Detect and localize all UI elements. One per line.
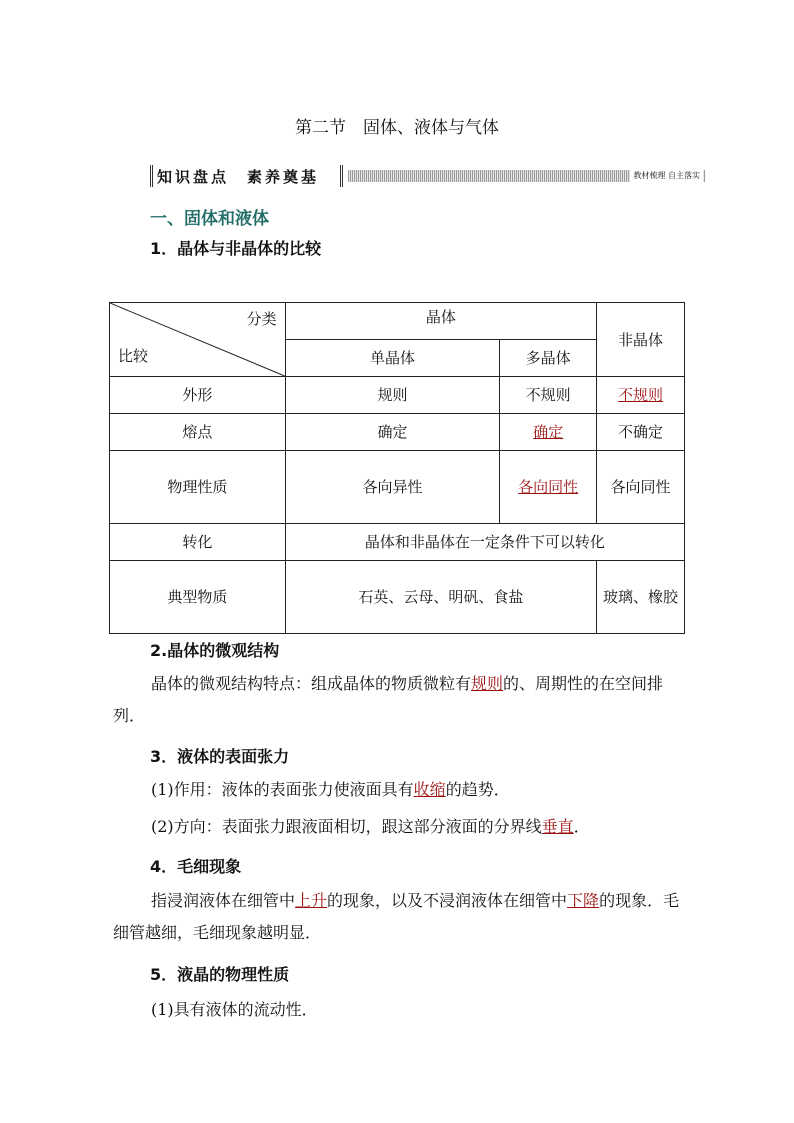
cell-non: 各向同性 bbox=[597, 451, 685, 524]
row-label: 典型物质 bbox=[110, 561, 286, 634]
row-label: 熔点 bbox=[110, 414, 286, 451]
header-noncrystal: 非晶体 bbox=[597, 303, 685, 377]
comparison-table bbox=[109, 302, 685, 634]
answer-blank: 收缩 bbox=[413, 780, 446, 799]
band-tag: 教材梳理 自主落实 bbox=[630, 170, 703, 182]
item-heading-3: 3．液体的表面张力 bbox=[150, 747, 290, 766]
row-label: 转化 bbox=[110, 524, 286, 561]
row-label: 物理性质 bbox=[110, 451, 286, 524]
text: 的现象，以及不浸润液体在细管中 bbox=[327, 891, 568, 910]
cell-poly-answer: 确定 bbox=[500, 414, 597, 451]
answer-blank: 上升 bbox=[295, 891, 328, 910]
answer-blank: 垂直 bbox=[541, 817, 574, 836]
table-corner-cell bbox=[110, 303, 286, 377]
row-label: 外形 bbox=[110, 377, 286, 414]
text: 的、周期性的在空间排列． bbox=[113, 674, 664, 725]
paragraph-capillary bbox=[113, 885, 687, 949]
paragraph-microstructure bbox=[113, 668, 687, 732]
cell-non-answer: 不规则 bbox=[597, 377, 685, 414]
page-title: 第二节 固体、液体与气体 bbox=[295, 118, 499, 138]
band-label bbox=[150, 165, 319, 187]
cell-single: 各向异性 bbox=[285, 451, 500, 524]
item-heading-1: 1．晶体与非晶体的比较 bbox=[150, 239, 322, 258]
text: 指浸润液体在细管中 bbox=[151, 891, 296, 910]
cell-non: 不确定 bbox=[597, 414, 685, 451]
cell-poly: 不规则 bbox=[500, 377, 597, 414]
cell-single: 确定 bbox=[285, 414, 500, 451]
text: 的趋势． bbox=[445, 780, 510, 799]
text: (1)作用：液体的表面张力使液面具有 bbox=[151, 780, 414, 799]
table-row bbox=[110, 414, 685, 451]
cell-typical-non: 玻璃、橡胶 bbox=[597, 561, 685, 634]
text: 的现象．毛细管越细，毛细现象越明显． bbox=[113, 891, 680, 942]
item-heading-2: 2.晶体的微观结构 bbox=[150, 641, 280, 660]
section-band bbox=[150, 165, 705, 187]
corner-category-label: 分类 bbox=[246, 310, 277, 328]
paragraph-liquid-crystal: (1)具有液体的流动性． bbox=[151, 1000, 318, 1019]
table-row bbox=[110, 561, 685, 634]
answer-blank: 规则 bbox=[471, 674, 504, 693]
text: (2)方向：表面张力跟液面相切，跟这部分液面的分界线 bbox=[151, 817, 542, 836]
cell-typical-crystal: 石英、云母、明矾、食盐 bbox=[285, 561, 596, 634]
item-heading-5: 5．液晶的物理性质 bbox=[150, 965, 290, 984]
cell-poly-answer: 各向同性 bbox=[500, 451, 597, 524]
header-crystal: 晶体 bbox=[285, 303, 596, 340]
header-single-crystal: 单晶体 bbox=[285, 340, 500, 377]
corner-compare-label: 比较 bbox=[118, 347, 149, 365]
band-separator bbox=[340, 165, 346, 187]
section-heading: 一、固体和液体 bbox=[150, 209, 269, 229]
text: 晶体的微观结构特点：组成晶体的物质微粒有 bbox=[151, 674, 472, 693]
cell-transform: 晶体和非晶体在一定条件下可以转化 bbox=[285, 524, 684, 561]
paragraph-surface-effect bbox=[113, 774, 687, 806]
band-label-right: 素养奠基 bbox=[247, 167, 320, 186]
table-row bbox=[110, 524, 685, 561]
text: ． bbox=[573, 817, 590, 836]
cell-single: 规则 bbox=[285, 377, 500, 414]
table-row bbox=[110, 377, 685, 414]
header-poly-crystal: 多晶体 bbox=[500, 340, 597, 377]
paragraph-surface-direction bbox=[113, 811, 687, 843]
band-label-left: 知识盘点 bbox=[157, 167, 230, 186]
item-heading-4: 4．毛细现象 bbox=[150, 857, 242, 876]
table-row bbox=[110, 451, 685, 524]
answer-blank: 下降 bbox=[567, 891, 600, 910]
